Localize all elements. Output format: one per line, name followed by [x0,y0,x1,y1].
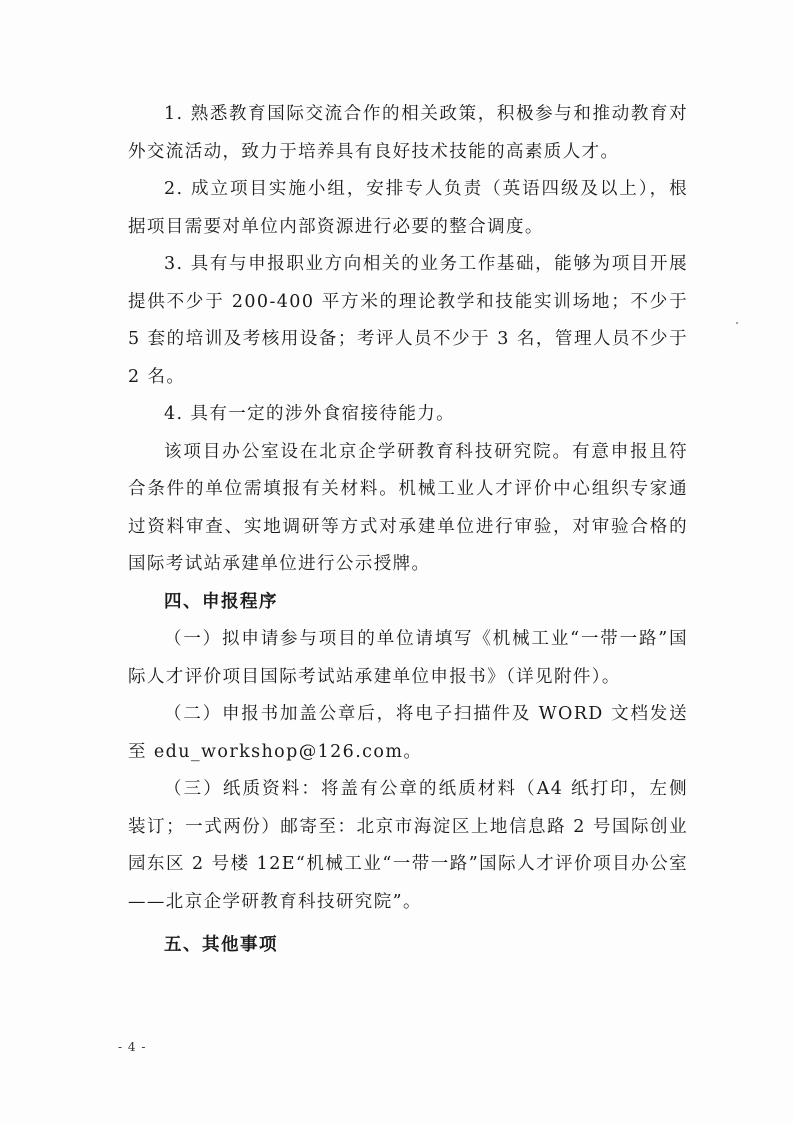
paragraph-office: 该项目办公室设在北京企学研教育科技研究院。有意申报且符合条件的单位需填报有关材料。机械工业人才评价中心组织专家通过资料审查、实地调研等方式对承建单位进行审验，对审验合格的国际考试站承建单位进行公示授牌。 [128,441,688,574]
procedure-item-3: （三）纸质资料：将盖有公章的纸质材料（A4 纸打印，左侧装订；一式两份）邮寄至：北京市海淀区上地信息路 2 号国际创业园东区 2 号楼 12E“机械工业“一带一路”国际人才评价项目办公室——北京企学研教育科技研究院”。 [128,779,688,912]
paragraph-policy: 1. 熟悉教育国际交流合作的相关政策，积极参与和推动教育对外交流活动，致力于培养具有良好技术技能的高素质人才。 [128,104,688,162]
procedure-item-1: （一）拟申请参与项目的单位请填写《机械工业“一带一路”国际人才评价项目国际考试站承建单位申报书》（详见附件）。 [128,629,688,687]
procedure-item-2: （二）申报书加盖公章后，将电子扫描件及 WORD 文档发送至 edu_workshop@126.com。 [128,704,688,762]
scan-speck [736,322,738,324]
paragraph-reception: 4. 具有一定的涉外食宿接待能力。 [164,404,456,424]
page-number: - 4 - [118,1040,147,1054]
paragraph-team: 2. 成立项目实施小组，安排专人负责（英语四级及以上），根据项目需要对单位内部资源进行必要的整合调度。 [128,179,688,237]
body-text [128,96,688,965]
section-heading-other: 五、其他事项 [164,935,278,955]
section-heading-procedure: 四、申报程序 [164,591,278,612]
paragraph-facilities: 3. 具有与申报职业方向相关的业务工作基础，能够为项目开展提供不少于 200-400 平方米的理论教学和技能实训场地；不少于 5 套的培训及考核用设备；考评人员不少于 3 名，管理人员不少于 2 名。 [128,254,688,387]
